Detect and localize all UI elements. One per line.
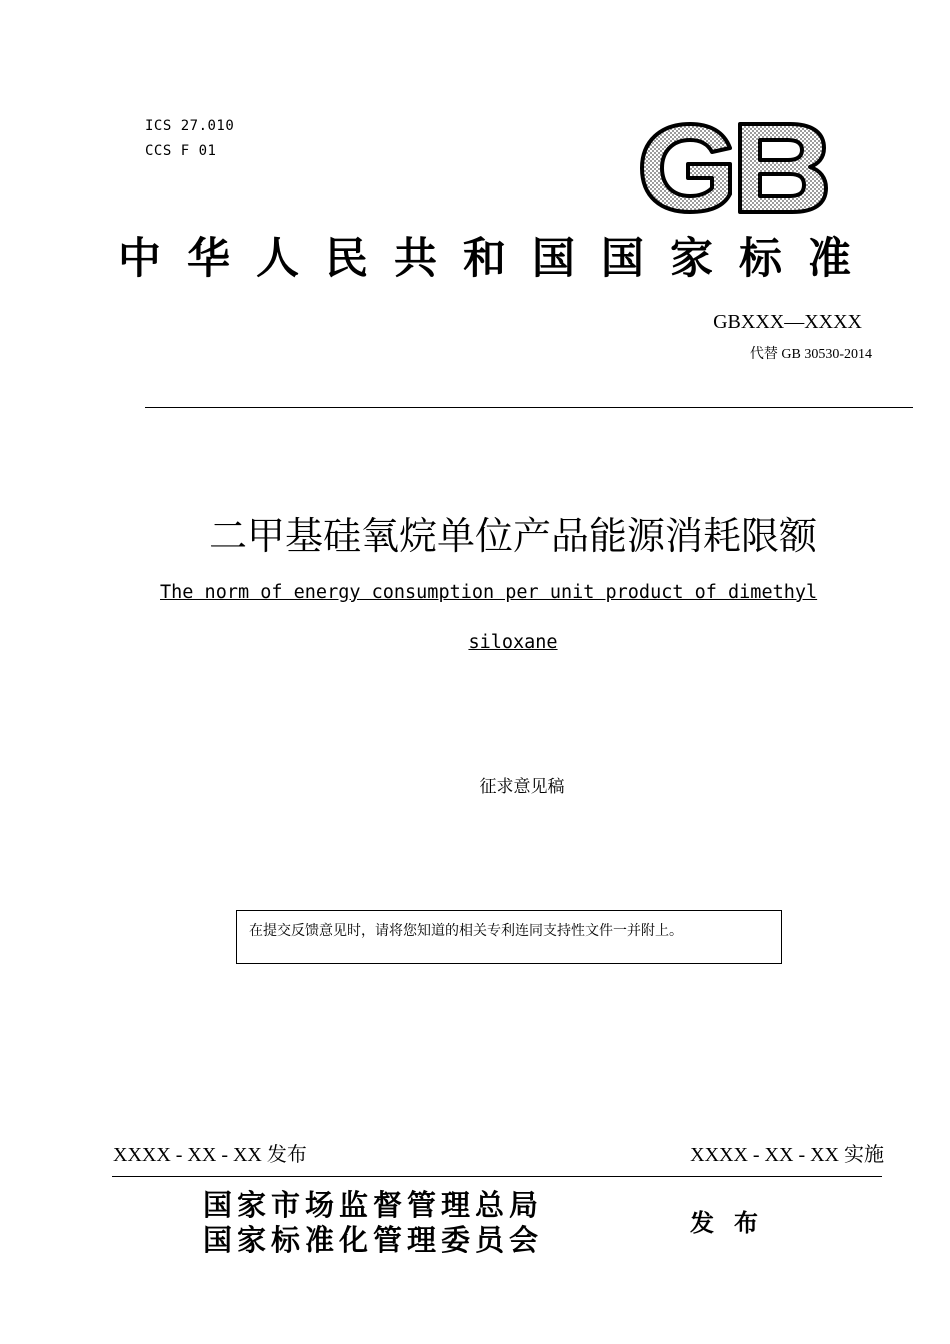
issue-date: XXXX - XX - XX 发布 — [113, 1144, 307, 1166]
bottom-divider — [112, 1176, 882, 1177]
standard-number: GBXXX—XXXX — [713, 311, 862, 333]
ccs-code: CCS F 01 — [145, 143, 217, 159]
patent-notice-box — [236, 910, 782, 964]
issuer-samr: 国家市场监督管理总局 — [203, 1188, 544, 1222]
replaces-standard: 代替 GB 30530-2014 — [749, 347, 872, 362]
document-title-english-line2: siloxane — [468, 632, 558, 653]
gb-logo-icon — [636, 118, 832, 218]
issuer-sac: 国家标准化管理委员会 — [203, 1223, 544, 1257]
document-title-chinese: 二甲基硅氧烷单位产品能源消耗限额 — [208, 514, 817, 558]
ics-code: ICS 27.010 — [145, 118, 235, 134]
patent-notice-text: 在提交反馈意见时，请将您知道的相关专利连同支持性文件一并附上。 — [249, 923, 683, 939]
implementation-date: XXXX - XX - XX 实施 — [690, 1144, 884, 1166]
draft-status: 征求意见稿 — [479, 777, 565, 797]
top-divider — [145, 407, 913, 408]
document-title-english-line1: The norm of energy consumption per unit product of dimethyl — [160, 582, 818, 603]
national-standard-title: 中华人民共和国国家标准 — [118, 234, 877, 284]
issue-label: 发布 — [690, 1208, 778, 1237]
